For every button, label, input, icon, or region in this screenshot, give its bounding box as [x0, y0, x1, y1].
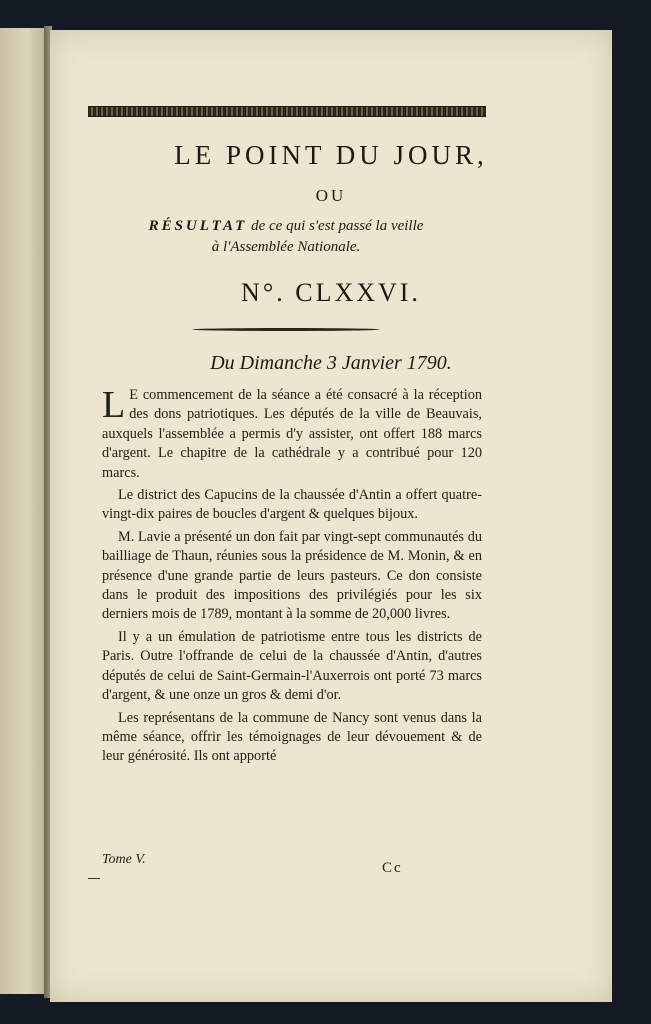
footer-volume: Tome V.: [102, 852, 146, 867]
ornamental-rule-top: [88, 106, 486, 117]
paragraph: Les représentans de la commune de Nancy sont venus dans la même séance, offrir les témoignages de leur dévouement & de leur générosité. Ils ont apporté: [102, 709, 482, 765]
dateline: Du Dimanche 3 Janvier 1790.: [210, 352, 452, 374]
paragraph: Il y a un émulation de patriotisme entre tous les districts de Paris. Outre l'offrande de celui de la chaussée d'Antin, d'autres députés de celui de Saint-Germain-l'Auxerrois ont porté 73 marcs d'argent, & une onze un gros & demi d'or.: [102, 628, 482, 704]
issue-number: N°. CLXXVI.: [241, 278, 421, 307]
subtitle-line2: à l'Assemblée Nationale.: [211, 239, 361, 255]
left-page-edge: [0, 28, 46, 994]
subtitle-rest: de ce qui s'est passé la veille: [247, 218, 424, 234]
footer-dash: [88, 878, 100, 879]
paragraph: [102, 386, 482, 483]
footer-signature: Cc: [382, 860, 403, 876]
title-conjunction: OU: [315, 186, 347, 205]
subtitle-lead: RÉSULTAT: [148, 218, 248, 234]
document-page: [50, 30, 612, 1002]
page-title: LE POINT DU JOUR,: [174, 140, 488, 170]
paragraph: M. Lavie a présenté un don fait par vingt-sept communautés du bailliage de Thaun, réunies sous la présidence de M. Monin, & en présence d'une grande partie de leurs pasteurs. Ce don consiste dans le produit des impositions des privilégiés pour les six derniers mois de 1789, montant à la somme de 20,000 livres.: [102, 528, 482, 623]
subtitle: [86, 216, 486, 258]
drop-cap: L: [102, 384, 126, 426]
ornamental-rule-mid: [192, 328, 380, 331]
body-text: [102, 386, 482, 770]
paragraph-text: E commencement de la séance a été consacré à la réception des dons patriotiques. Les députés de la ville de Beauvais, auxquels l'assemblée a permis d'y assister, ont offert 188 marcs d'argent. Le chapitre de la cathédrale y a contribué pour 120 marcs.: [102, 387, 482, 481]
paragraph: Le district des Capucins de la chaussée d'Antin a offert quatre-vingt-dix paires de boucles d'argent & quelques bijoux.: [102, 487, 482, 523]
